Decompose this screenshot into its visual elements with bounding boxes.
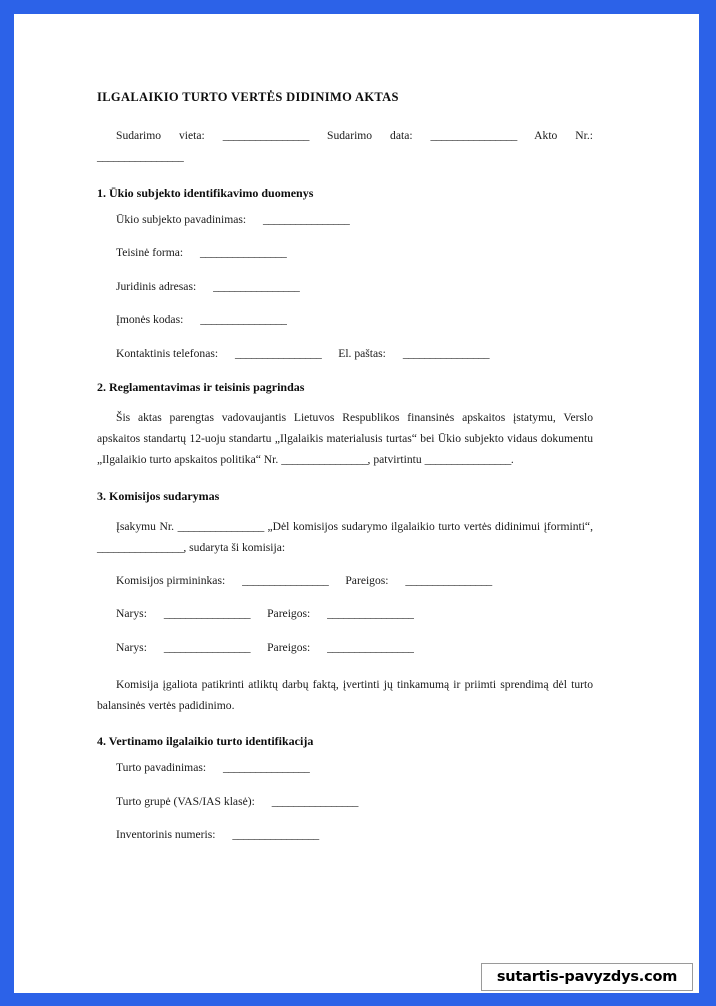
member-name-blank: ________________	[163, 640, 251, 654]
section-2-text-part1: Šis aktas parengtas vadovaujantis Lietuvos Respublikos finansinės apskaitos įstatymu, Verslo apskaitos standartų 12-uoju standartu „Ilgalaikis materialusis turtas“ bei Ūkio subjekto vidaus dokumentu „Ilgalaikio turto apskaitos politika“ Nr.	[97, 411, 593, 467]
field-label: Ūkio subjekto pavadinimas:	[116, 212, 247, 226]
field-inventory-number	[97, 828, 593, 842]
section-heading-2: 2. Reglamentavimas ir teisinis pagrindas	[97, 380, 305, 395]
member-position-blank: ________________	[327, 640, 414, 654]
section-2-text-part3: .	[510, 453, 514, 467]
section-2-paragraph	[97, 407, 593, 470]
section-3-closing-paragraph: Komisija įgaliota patikrinti atliktų darbų faktą, įvertinti jų tinkamumą ir priimti sprendimą dėl turto balansinės vertės padidinimo.	[97, 678, 593, 713]
member-position-label: Pareigos:	[267, 640, 311, 654]
order-label: Įsakymu Nr.	[116, 519, 174, 533]
section-heading-4: 4. Vertinamo ilgalaikio turto identifikacija	[97, 734, 314, 749]
frame-band-top	[0, 0, 716, 14]
place-blank: ________________	[222, 129, 310, 142]
field-label: Turto grupė (VAS/IAS klasė):	[116, 794, 255, 808]
field-contact	[97, 347, 593, 361]
section-3-order-paragraph	[97, 516, 593, 558]
field-blank-email: ________________	[402, 346, 490, 360]
act-number-blank-line	[97, 146, 593, 167]
act-number-blank: ________________	[97, 150, 184, 164]
order-blank: ________________	[177, 519, 264, 533]
member-role-label: Narys:	[116, 607, 147, 621]
watermark-text: sutartis-pavyzdys.com	[496, 969, 678, 985]
field-label: Kontaktinis telefonas:	[116, 346, 219, 360]
member-position-label: Pareigos:	[345, 573, 389, 587]
commission-member-row	[97, 641, 593, 655]
field-label: Inventorinis numeris:	[116, 828, 216, 842]
date-label: Sudarimo data:	[327, 129, 413, 142]
field-blank: ________________	[222, 761, 310, 775]
date-blank: ________________	[430, 129, 517, 142]
field-blank: ________________	[200, 313, 287, 327]
commission-chairman-row	[97, 574, 593, 588]
act-number-label: Akto Nr.:	[534, 129, 593, 142]
document-header-line	[97, 125, 593, 146]
member-name-blank: ________________	[163, 607, 251, 621]
member-position-blank: ________________	[327, 607, 414, 621]
section-heading-1: 1. Ūkio subjekto identifikavimo duomenys	[97, 185, 314, 200]
field-blank: ________________	[232, 828, 319, 842]
field-asset-group	[97, 795, 593, 809]
member-role-label: Narys:	[116, 640, 147, 654]
field-asset-name	[97, 761, 593, 775]
field-label: Įmonės kodas:	[116, 313, 184, 327]
member-position-label: Pareigos:	[267, 607, 311, 621]
field-label: Turto pavadinimas:	[116, 761, 207, 775]
frame-band-right	[699, 0, 716, 1006]
member-name-blank: ________________	[242, 573, 329, 587]
order-text: „Dėl komisijos sudarymo ilgalaikio turto vertės didinimui įforminti“,	[267, 519, 593, 533]
field-blank: ________________	[234, 346, 322, 360]
order-blank-2: ________________	[97, 540, 184, 554]
commission-member-row	[97, 607, 593, 621]
document-title: ILGALAIKIO TURTO VERTĖS DIDINIMO AKTAS	[97, 90, 399, 104]
field-company-code	[97, 313, 593, 327]
section-2-blank-2: ________________	[424, 453, 511, 467]
field-legal-address	[97, 280, 593, 294]
place-label: Sudarimo vieta:	[116, 129, 205, 142]
field-blank: ________________	[263, 212, 350, 226]
section-2-blank-1: ________________	[281, 453, 368, 467]
section-2-text-part2: , patvirtintu	[367, 453, 422, 467]
document-content	[97, 90, 593, 862]
field-label: Teisinė forma:	[116, 246, 184, 260]
member-position-blank: ________________	[405, 573, 492, 587]
field-blank: ________________	[271, 794, 359, 808]
frame-band-left	[0, 0, 14, 1006]
section-heading-3: 3. Komisijos sudarymas	[97, 488, 220, 503]
watermark-badge	[481, 963, 693, 991]
field-legal-form	[97, 246, 593, 260]
member-role-label: Komisijos pirmininkas:	[116, 573, 226, 587]
field-label: Juridinis adresas:	[116, 279, 197, 293]
field-label-email: El. paštas:	[338, 346, 386, 360]
order-text-2: , sudaryta ši komisija:	[183, 540, 286, 554]
field-entity-name	[97, 213, 593, 227]
field-blank: ________________	[200, 246, 287, 260]
field-blank: ________________	[213, 279, 300, 293]
frame-band-bottom	[0, 993, 716, 1006]
